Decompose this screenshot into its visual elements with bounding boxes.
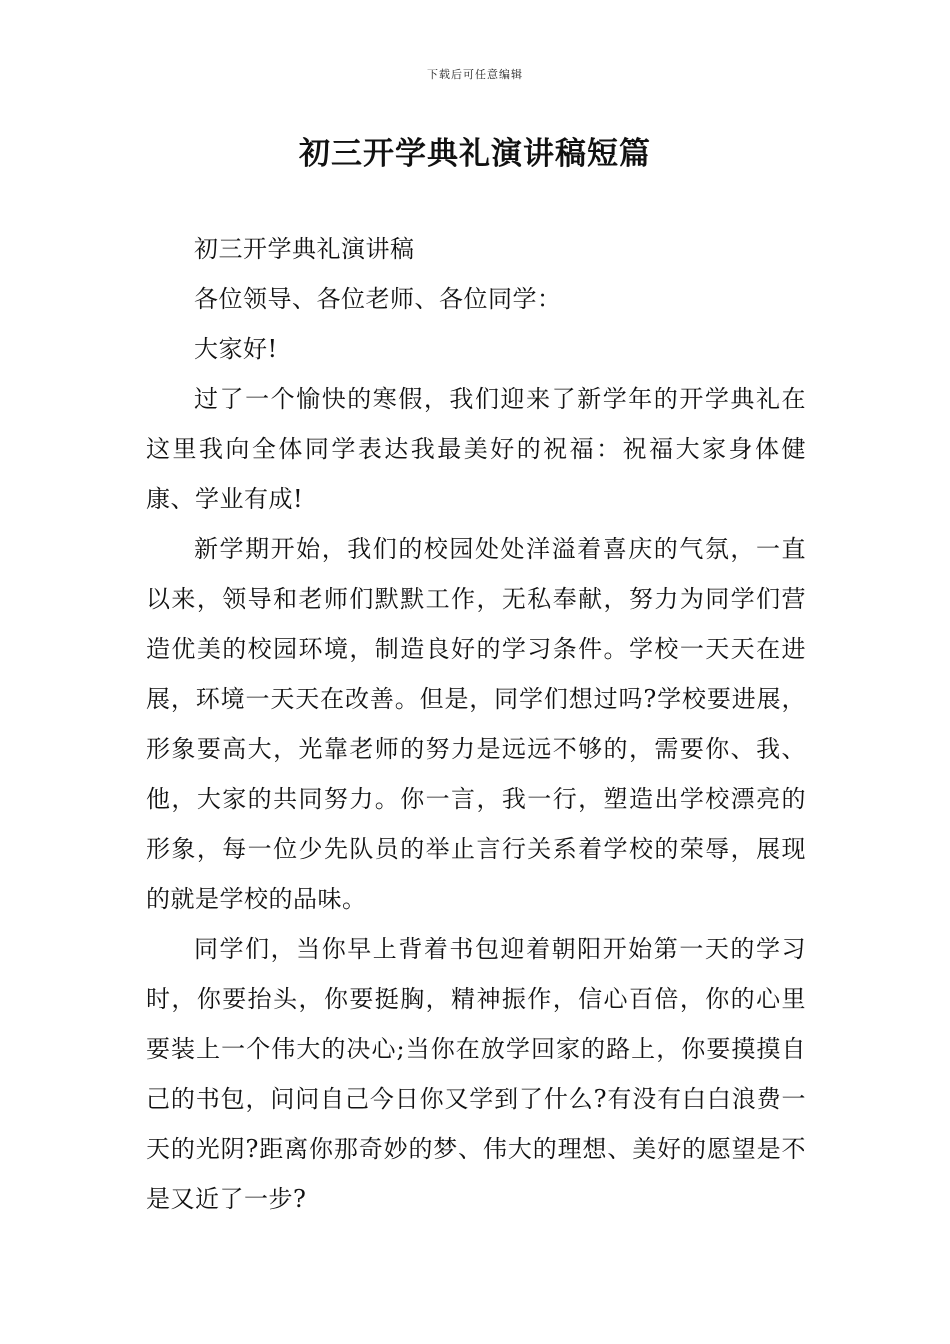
speech-title-paragraph: 初三开学典礼演讲稿 (194, 235, 415, 263)
header-note: 下载后可任意编辑 (427, 68, 523, 81)
document-title: 初三开学典礼演讲稿短篇 (299, 136, 651, 172)
body-paragraph: 同学们，当你早上背着书包迎着朝阳开始第一天的学习时，你要抬头，你要挺胸，精神振作，信心百倍，你的心里要装上一个伟大的决心;当你在放学回家的路上，你要摸摸自己的书包，问问自己今日你又学到了什么?有没有白白浪费一天的光阴?距离你那奇妙的梦、伟大的理想、美好的愿望是不是又近了一步? (146, 935, 806, 1213)
document-body (146, 224, 806, 1224)
body-paragraph: 过了一个愉快的寒假，我们迎来了新学年的开学典礼在这里我向全体同学表达我最美好的祝福：祝福大家身体健康、学业有成! (146, 385, 806, 513)
greeting-paragraph: 大家好! (194, 335, 278, 363)
body-paragraph: 新学期开始，我们的校园处处洋溢着喜庆的气氛，一直以来，领导和老师们默默工作，无私奉献，努力为同学们营造优美的校园环境，制造良好的学习条件。学校一天天在进展，环境一天天在改善。但是，同学们想过吗?学校要进展，形象要高大，光靠老师的努力是远远不够的，需要你、我、他，大家的共同努力。你一言，我一行，塑造出学校漂亮的形象，每一位少先队员的举止言行关系着学校的荣辱，展现的就是学校的品味。 (146, 535, 806, 913)
salutation-paragraph: 各位领导、各位老师、各位同学： (194, 285, 562, 313)
